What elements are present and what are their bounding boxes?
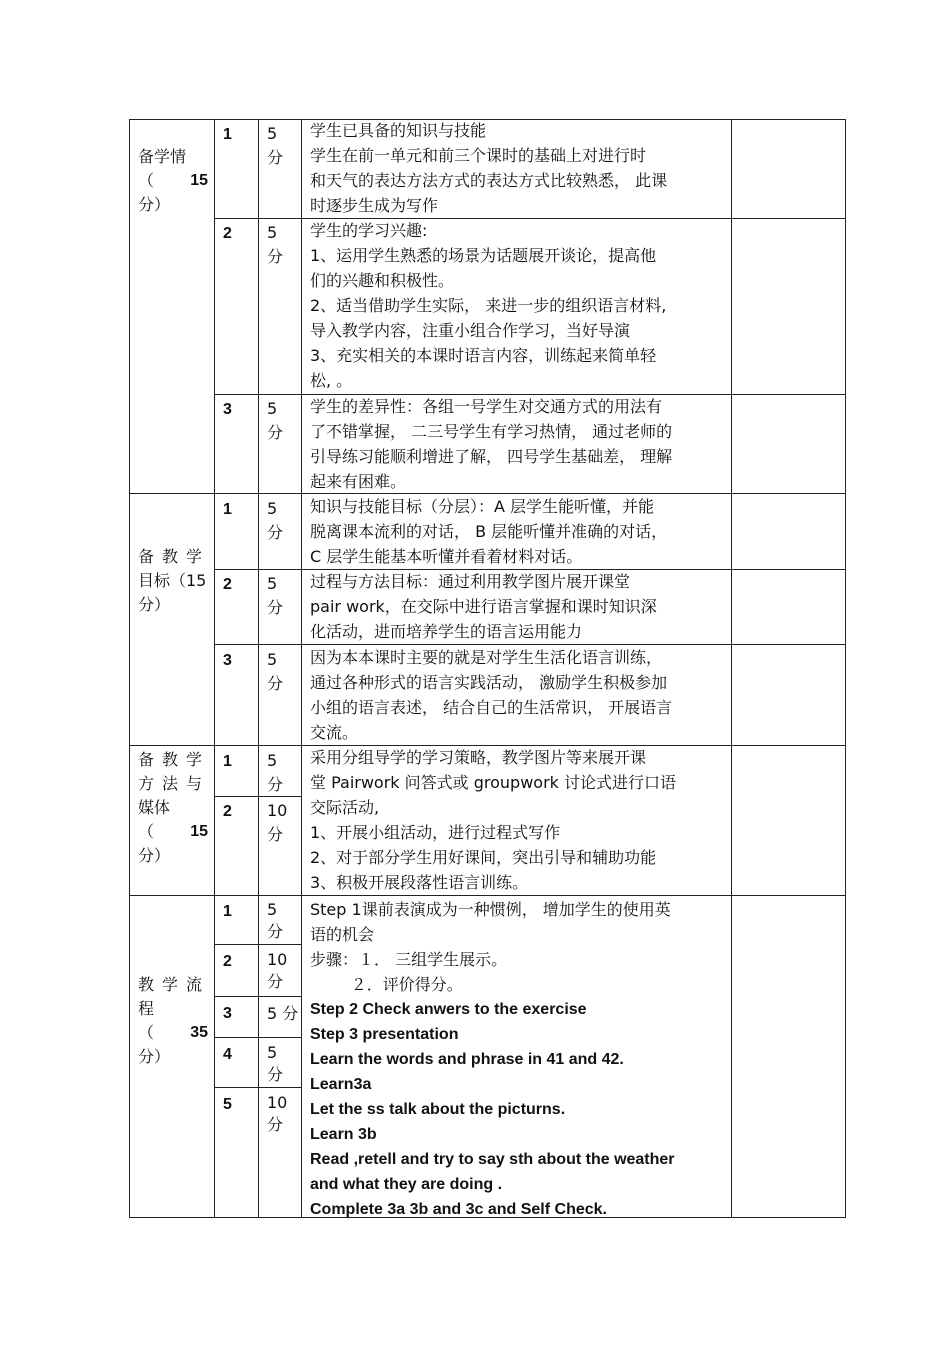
- row-number: 2: [223, 803, 232, 820]
- row-divider: [214, 1037, 302, 1038]
- section-label-line: 目标（15: [138, 571, 207, 590]
- row-number: 1: [223, 126, 232, 143]
- section-label-paren: （: [138, 1023, 155, 1042]
- section-label-points: 15: [190, 172, 208, 189]
- row-time: 5 分: [267, 1004, 299, 1023]
- section-label: [138, 145, 210, 217]
- column-divider-num: [258, 119, 259, 1218]
- row-content: 学生的学习兴趣: 1、运用学生熟悉的场景为话题展开谈论，提高他 们的兴趣和积极性。 2、适当借助学生实际， 来进一步的组织语言材料, 导入教学内容，注重小组合作学习，当好导演 3、充实相关的本课时语言内容，训练起来简单轻 松, 。: [310, 221, 667, 390]
- row-number: 5: [223, 1096, 232, 1113]
- section-label-line: 分）: [138, 595, 171, 614]
- section-label-paren: （: [138, 822, 155, 841]
- row-time: 5分: [267, 223, 284, 266]
- row-number: 3: [223, 1005, 232, 1022]
- row-number: 3: [223, 401, 232, 418]
- row-time: 10分: [267, 1093, 288, 1134]
- row-number: 1: [223, 501, 232, 518]
- row-time: 5分: [267, 900, 284, 941]
- row-divider: [214, 796, 302, 797]
- row-time: 5分: [267, 499, 284, 542]
- row-number: 1: [223, 753, 232, 770]
- row-time: 5分: [267, 574, 284, 617]
- row-content: Step 1课前表演成为一种惯例， 增加学生的使用英 语的机会 步骤：１． 三组学生展示。 ２．评价得分。 Step 2 Check anwers to the exercise Step 3 presentation Learn the words and phrase in 41 and 42. Learn3a Let the ss talk about the picturns. Learn 3b Read ,retell and try to say sth about the weather and what they are doing . Complete 3a 3b and 3c and Self Check.: [310, 900, 675, 1218]
- section-label-line: 分）: [138, 195, 171, 214]
- row-content: 学生已具备的知识与技能 学生在前一单元和前三个课时的基础上对进行时 和天气的表达方法方式的表达方式比较熟悉， 此课 时逐步生成为写作: [310, 121, 668, 215]
- row-number: 2: [223, 225, 232, 242]
- row-divider: [214, 944, 302, 945]
- row-number: 2: [223, 953, 232, 970]
- row-divider: [214, 1087, 302, 1088]
- row-divider: [214, 996, 302, 997]
- row-time: 5分: [267, 124, 284, 167]
- column-divider-time: [301, 119, 302, 1218]
- section-label: [138, 748, 212, 868]
- section-label-line: 媒体: [138, 798, 171, 817]
- row-number: 1: [223, 903, 232, 920]
- section-label-line: 备学情: [138, 147, 187, 166]
- section-label-line: 备教学: [138, 547, 211, 566]
- section-label-paren: （: [138, 171, 155, 190]
- table-border-left: [129, 119, 130, 1218]
- section-label-points: 35: [190, 1024, 208, 1041]
- row-content: 因为本本课时主要的就是对学生生活化语言训练， 通过各种形式的语言实践活动， 激励学生积极参加 小组的语言表述， 结合自己的生活常识， 开展语言 交流。: [310, 648, 673, 742]
- row-content: 知识与技能目标（分层）：A 层学生能听懂，并能 脱离课本流利的对话， B 层能听懂并准确的对话， C 层学生能基本听懂并看着材料对话。: [310, 497, 668, 566]
- table-border-right: [845, 119, 846, 1218]
- row-time: 5分: [267, 1043, 284, 1084]
- section-label-line: 方法与: [138, 774, 211, 793]
- row-content: 学生的差异性：各组一号学生对交通方式的用法有 了不错掌握， 二三号学生有学习热情， 通过老师的 引导练习能顺利增进了解， 四号学生基础差， 理解 起来有困难。: [310, 397, 673, 491]
- row-number: 2: [223, 576, 232, 593]
- column-divider-label: [214, 119, 215, 1218]
- row-time: 5分: [267, 751, 284, 794]
- row-content: 过程与方法目标：通过利用教学图片展开课堂 pair work，在交际中进行语言掌握和课时知识深 化活动，进而培养学生的语言运用能力: [310, 572, 657, 641]
- section-label-points: 15: [190, 823, 208, 840]
- row-time: 5分: [267, 650, 284, 693]
- row-number: 4: [223, 1046, 232, 1063]
- section-label-line: 程: [138, 999, 155, 1018]
- section-label-line: 分）: [138, 846, 171, 865]
- row-number: 3: [223, 652, 232, 669]
- column-divider-content: [731, 119, 732, 1218]
- row-time: 10分: [267, 801, 288, 844]
- section-label-line: 教学流: [138, 975, 211, 994]
- section-label-line: 分）: [138, 1047, 171, 1066]
- section-label: [138, 545, 212, 617]
- section-label: [138, 973, 212, 1069]
- section-label-line: 备教学: [138, 750, 211, 769]
- row-time: 5分: [267, 399, 284, 442]
- row-content: 采用分组导学的学习策略，教学图片等来展开课 堂 Pairwork 问答式或 groupwork 讨论式进行口语 交际活动, 1、开展小组活动，进行过程式写作 2、对于部分学生用好课间，突出引导和辅助功能 3、积极开展段落性语言训练。: [310, 748, 677, 892]
- section-divider: [129, 895, 846, 896]
- row-time: 10分: [267, 950, 288, 991]
